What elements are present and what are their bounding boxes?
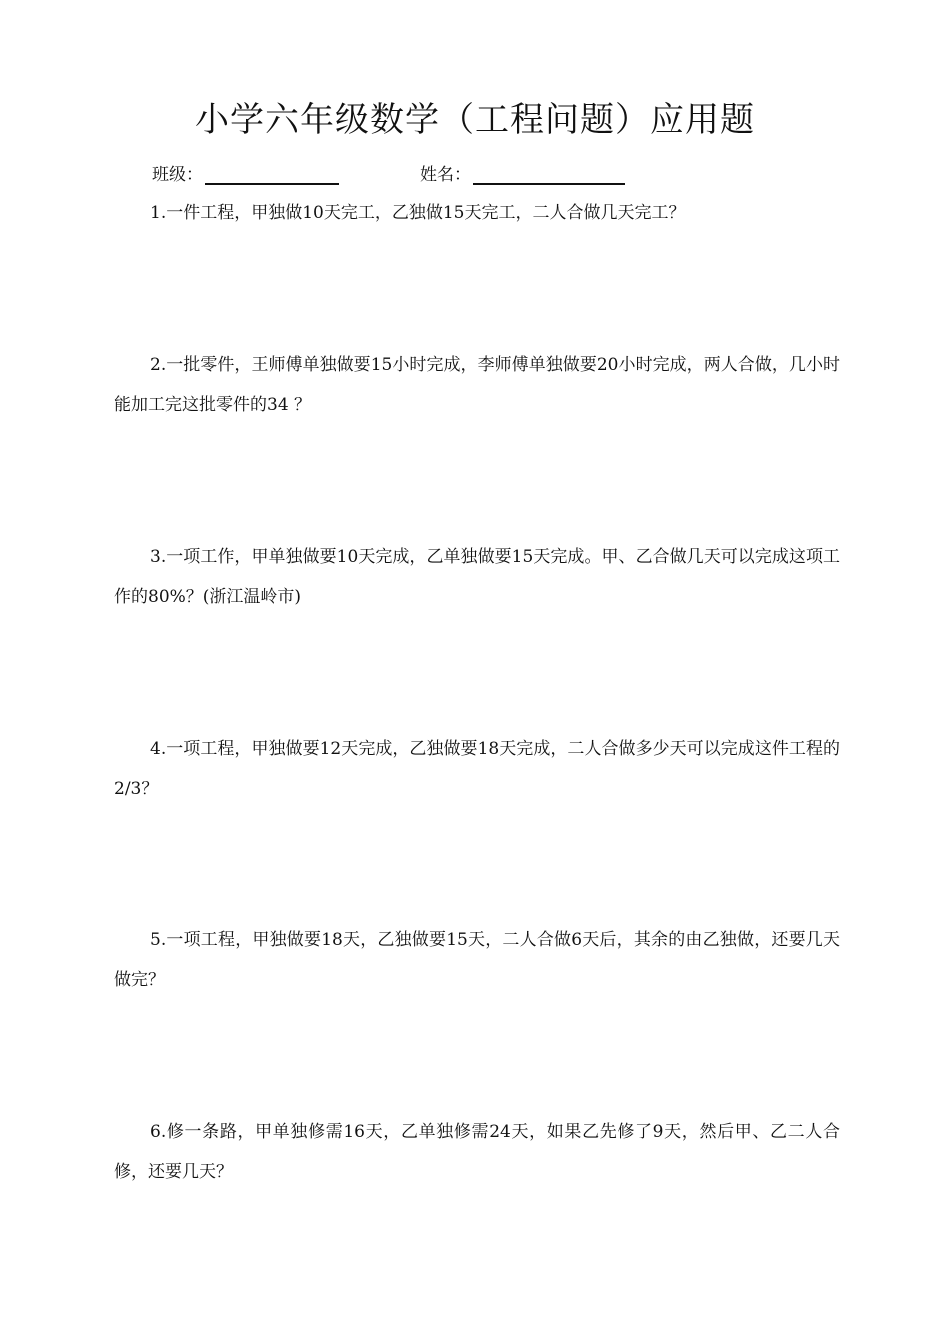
page-title: 小学六年级数学（工程问题）应用题 — [195, 100, 755, 140]
name-blank-line — [473, 163, 625, 185]
class-label: 班级： — [152, 165, 203, 185]
question-4: 4.一项工程，甲独做要12天完成，乙独做要18天完成，二人合做多少天可以完成这件工程的2/3？ — [114, 739, 840, 799]
question-5: 5.一项工程，甲独做要18天，乙独做要15天，二人合做6天后，其余的由乙独做，还要几天做完？ — [114, 930, 840, 990]
question-1: 1.一件工程，甲独做10天完工，乙独做15天完工，二人合做几天完工？ — [150, 203, 686, 223]
name-field — [420, 160, 625, 185]
class-field — [152, 160, 339, 185]
question-6: 6.修一条路，甲单独修需16天，乙单独修需24天，如果乙先修了9天，然后甲、乙二人合修，还要几天？ — [114, 1122, 840, 1182]
name-label: 姓名： — [420, 165, 471, 185]
question-3: 3.一项工作，甲单独做要10天完成，乙单独做要15天完成。甲、乙合做几天可以完成这项工作的80%？(浙江温岭市) — [114, 547, 840, 607]
question-2: 2.一批零件，王师傅单独做要15小时完成，李师傅单独做要20小时完成，两人合做，几小时能加工完这批零件的34 ？ — [114, 355, 840, 415]
class-blank-line — [205, 163, 339, 185]
